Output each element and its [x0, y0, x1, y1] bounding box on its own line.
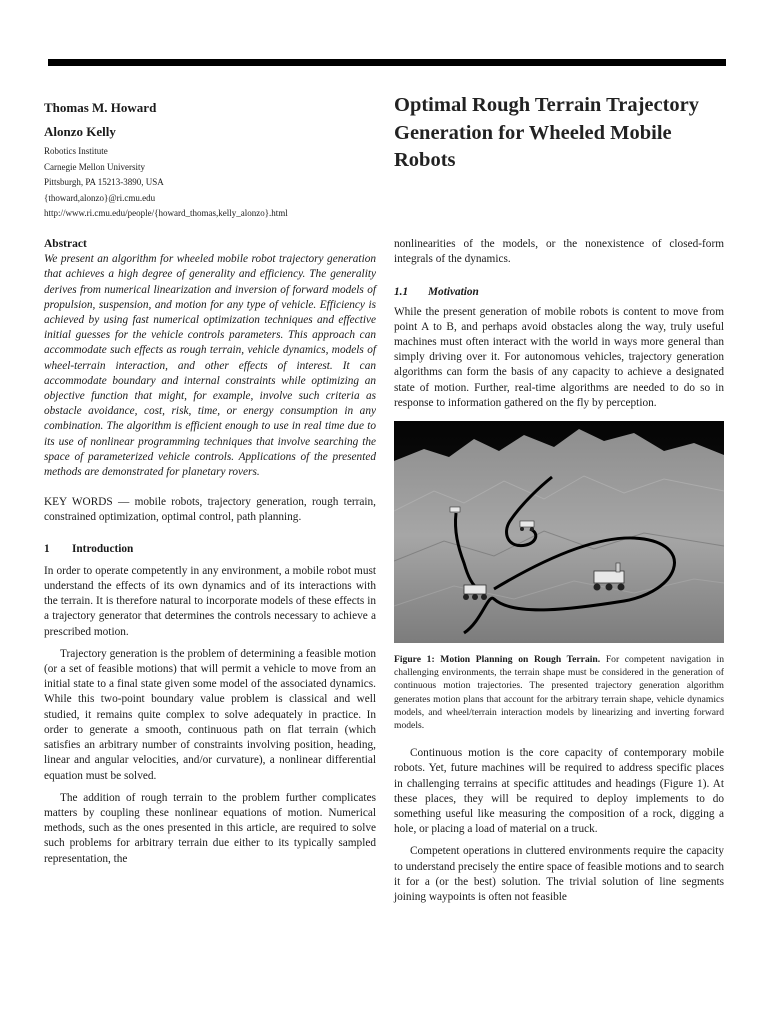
affiliation-line: Robotics Institute: [44, 146, 108, 156]
abstract-heading: Abstract: [44, 238, 87, 250]
paragraph: While the present generation of mobile robots is content to move from point A to B, and perhaps avoid obstacles along the way, truly useful machines must often interact with the world in ways more general than simply driving over it. For autonomous vehicles, trajectory generation algorithms can form the basis of any capacity to achieve a designated state of motion. Further, real-time algorithms are needed to do so in response to information gathered on the fly by perception.: [394, 305, 724, 409]
author-email: {thoward,alonzo}@ri.cmu.edu: [44, 192, 156, 203]
subsection-number: 1.1: [394, 286, 409, 299]
figure-caption-text: For competent navigation in challenging environments, the terrain shape must be considered in the generation of continuous motion trajectories. The presented trajectory generation algorithm generates motion plans that account for the arbitrary terrain shape, vehicle dynamics models, and wheel/terrain interaction models by linearizing and inverting forward models.: [394, 654, 724, 732]
abstract-text: We present an algorithm for wheeled mobile robot trajectory generation that achieves a high degree of generality and efficiency. The generality derives from numerical linearization and inversion of forward models of propulsion, suspension, and motion for any type of vehicle. Efficiency is achieved by using fast numerical optimization techniques and effective initial guesses for the vehicle controls parameters. This approach can accommodate such effects as rough terrain, vehicle dynamics, models of wheel-terrain interaction, and other effects of interest. It can accommodate boundary and internal constraints while optimizing an objective function that might, for example, involve such criteria as obstacle avoidance, cost, risk, time, or energy consumption in any combination. The algorithm is efficient enough to use in real time due to its use of nonlinear programming techniques that involve searching the space of parameterized vehicle controls. Applications of the presented methods are demonstrated for planetary rovers.: [44, 253, 376, 479]
author-name: Thomas M. Howard: [44, 100, 157, 115]
author-name: Alonzo Kelly: [44, 124, 116, 139]
figure-label: Figure 1: Motion Planning on Rough Terrain.: [394, 654, 601, 666]
paragraph: Trajectory generation is the problem of determining a feasible motion (or a set of feasible motions) that will permit a vehicle to move from an initial state to a final state given some model of the associated dynamics. While this two-point boundary value problem is classical and well studied, it remains quite complex to solve adequately in practice. In order to generate a smooth, continuous path on flat terrain (which satisfies an arbitrary number of constraints involving position, heading, linear and angular velocities, and/or curvature), a nonlinear differential equation must be solved.: [44, 647, 376, 782]
rover-icon: [450, 507, 460, 512]
top-rule: [48, 59, 726, 66]
right-column: [394, 237, 724, 905]
rover-icon: [463, 585, 487, 600]
paragraph-continuation: nonlinearities of the models, or the nonexistence of closed-form integrals of the dynamics.: [394, 238, 724, 266]
author-block: [44, 96, 354, 222]
paragraph: Continuous motion is the core capacity of contemporary mobile robots. Yet, future machines will be required to address specific places in challenging terrains at specific attitudes and headings (Figure 1). At these places, they will be required to deploy implements to do something useful like measuring the composition of a rock, digging a hole, or placing a load of material on a truck.: [394, 747, 724, 836]
affiliation-line: Pittsburgh, PA 15213-3890, USA: [44, 177, 164, 187]
section-title: Introduction: [72, 542, 134, 555]
paragraph: The addition of rough terrain to the problem further complicates matters by coupling these nonlinear equations of motion. Numerical methods, such as the ones presented in this article, are required to solve such problems for arbitrary terrain due either to its typically sampled representation, the: [44, 791, 376, 865]
section-number: 1: [44, 542, 50, 555]
paragraph: Competent operations in cluttered environments require the capacity to understand precisely the entire space of feasible motions and to search it for a (or the best) solution. The trivial solution of line segments joining waypoints is often not feasible: [394, 845, 724, 904]
affiliation-line: Carnegie Mellon University: [44, 161, 145, 172]
terrain-figure: [394, 421, 724, 643]
left-column: [44, 237, 376, 867]
subsection-title: Motivation: [428, 286, 479, 299]
figure-caption: [394, 653, 724, 732]
paper-title: Optimal Rough Terrain Trajectory Generation for Wheeled Mobile Robots: [394, 94, 700, 171]
author-homepage: http://www.ri.cmu.edu/people/{howard_thomas,kelly_alonzo}.html: [44, 208, 288, 218]
subsection-heading: [394, 285, 724, 300]
section-heading: [44, 542, 376, 557]
keywords: KEY WORDS — mobile robots, trajectory generation, rough terrain, constrained optimization, optimal control, path planning.: [44, 496, 376, 524]
paragraph: In order to operate competently in any environment, a mobile robot must understand the effects of its own dynamics and of its interactions with the terrain. It is therefore natural to incorporate models of these effects in a trajectory generator that determines the controls necessary to achieve a prescribed motion.: [44, 564, 376, 638]
